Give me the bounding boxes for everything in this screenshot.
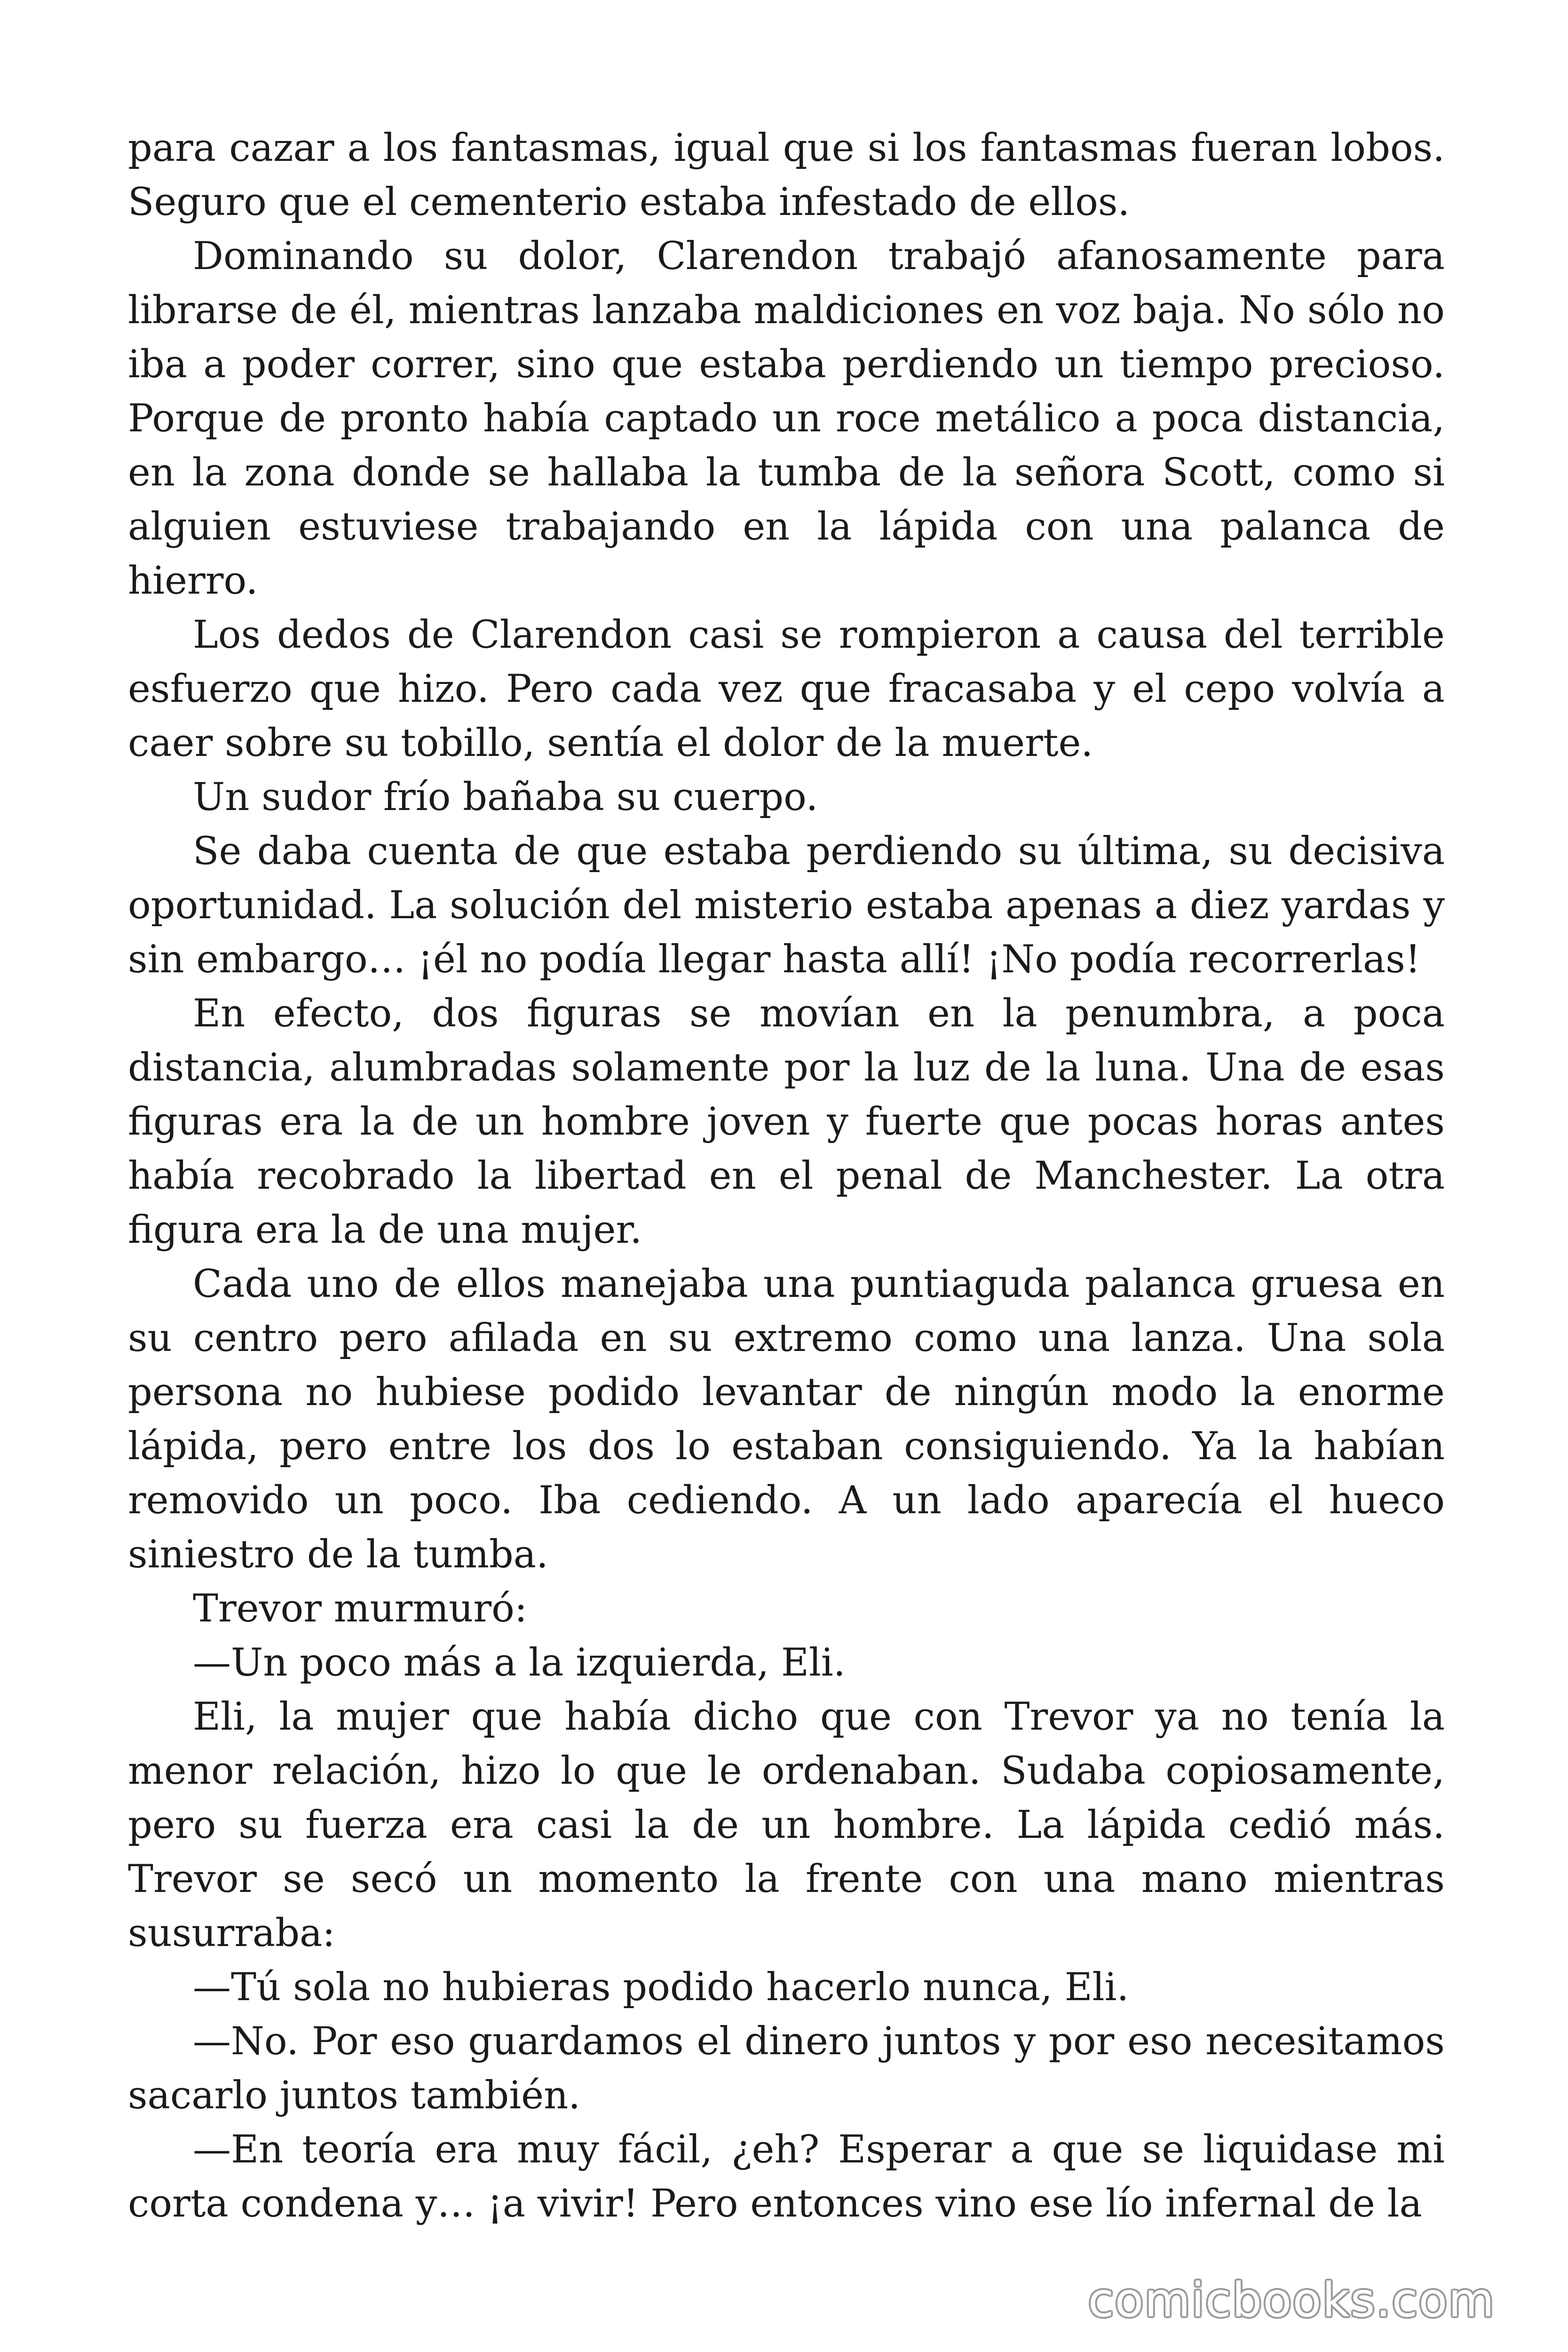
paragraph: Trevor murmuró: — [193, 1587, 528, 1631]
body-text — [128, 121, 1445, 2231]
dialogue-line: —Tú sola no hubieras podido hacerlo nunca, Eli. — [193, 1965, 1129, 2010]
paragraph: Se daba cuenta de que estaba perdiendo su última, su decisiva oportunidad. La solución del misterio estaba apenas a diez yardas y sin embargo… ¡él no podía llegar hasta allí! ¡No podía recorrerlas! — [128, 829, 1445, 982]
dialogue-line: —No. Por eso guardamos el dinero juntos y por eso necesitamos sacarlo juntos también. — [128, 2019, 1445, 2118]
paragraph: Un sudor frío bañaba su cuerpo. — [193, 775, 818, 819]
paragraph: para cazar a los fantasmas, igual que si los fantasmas fueran lobos. Seguro que el cementerio estaba infestado de ellos. — [128, 126, 1445, 224]
paragraph: Dominando su dolor, Clarendon trabajó afanosamente para librarse de él, mientras lanzaba maldiciones en voz baja. No sólo no iba a poder correr, sino que estaba perdiendo un tiempo precioso. Porque de pronto había captado un roce metálico a poca distancia, en la zona donde se hallaba la tumba de la señora Scott, como si alguien estuviese trabajando en la lápida con una palanca de hierro. — [128, 234, 1445, 603]
dialogue-line: —En teoría era muy fácil, ¿eh? Esperar a que se liquidase mi corta condena y… ¡a vivir! Pero entonces vino ese lío infernal de la — [128, 2128, 1445, 2226]
paragraph: En efecto, dos figuras se movían en la penumbra, a poca distancia, alumbradas solamente por la luz de la luna. Una de esas figuras era la de un hombre joven y fuerte que pocas horas antes había recobrado la libertad en el penal de Manchester. La otra figura era la de una mujer. — [128, 992, 1445, 1252]
watermark: comicbooks.com — [1088, 2273, 1495, 2328]
paragraph: Cada uno de ellos manejaba una puntiaguda palanca gruesa en su centro pero afilada en su extremo como una lanza. Una sola persona no hubiese podido levantar de ningún modo la enorme lápida, pero entre los dos lo estaban consiguiendo. Ya la habían removido un poco. Iba cediendo. A un lado aparecía el hueco siniestro de la tumba. — [128, 1262, 1445, 1577]
paragraph: Los dedos de Clarendon casi se rompieron a causa del terrible esfuerzo que hizo. Pero cada vez que fracasaba y el cepo volvía a caer sobre su tobillo, sentía el dolor de la muerte. — [128, 613, 1445, 765]
dialogue-line: —Un poco más a la izquierda, Eli. — [193, 1641, 846, 1685]
paragraph: Eli, la mujer que había dicho que con Trevor ya no tenía la menor relación, hizo lo que le ordenaban. Sudaba copiosamente, pero su fuerza era casi la de un hombre. La lápida cedió más. Trevor se secó un momento la frente con una mano mientras susurraba: — [128, 1695, 1445, 1955]
